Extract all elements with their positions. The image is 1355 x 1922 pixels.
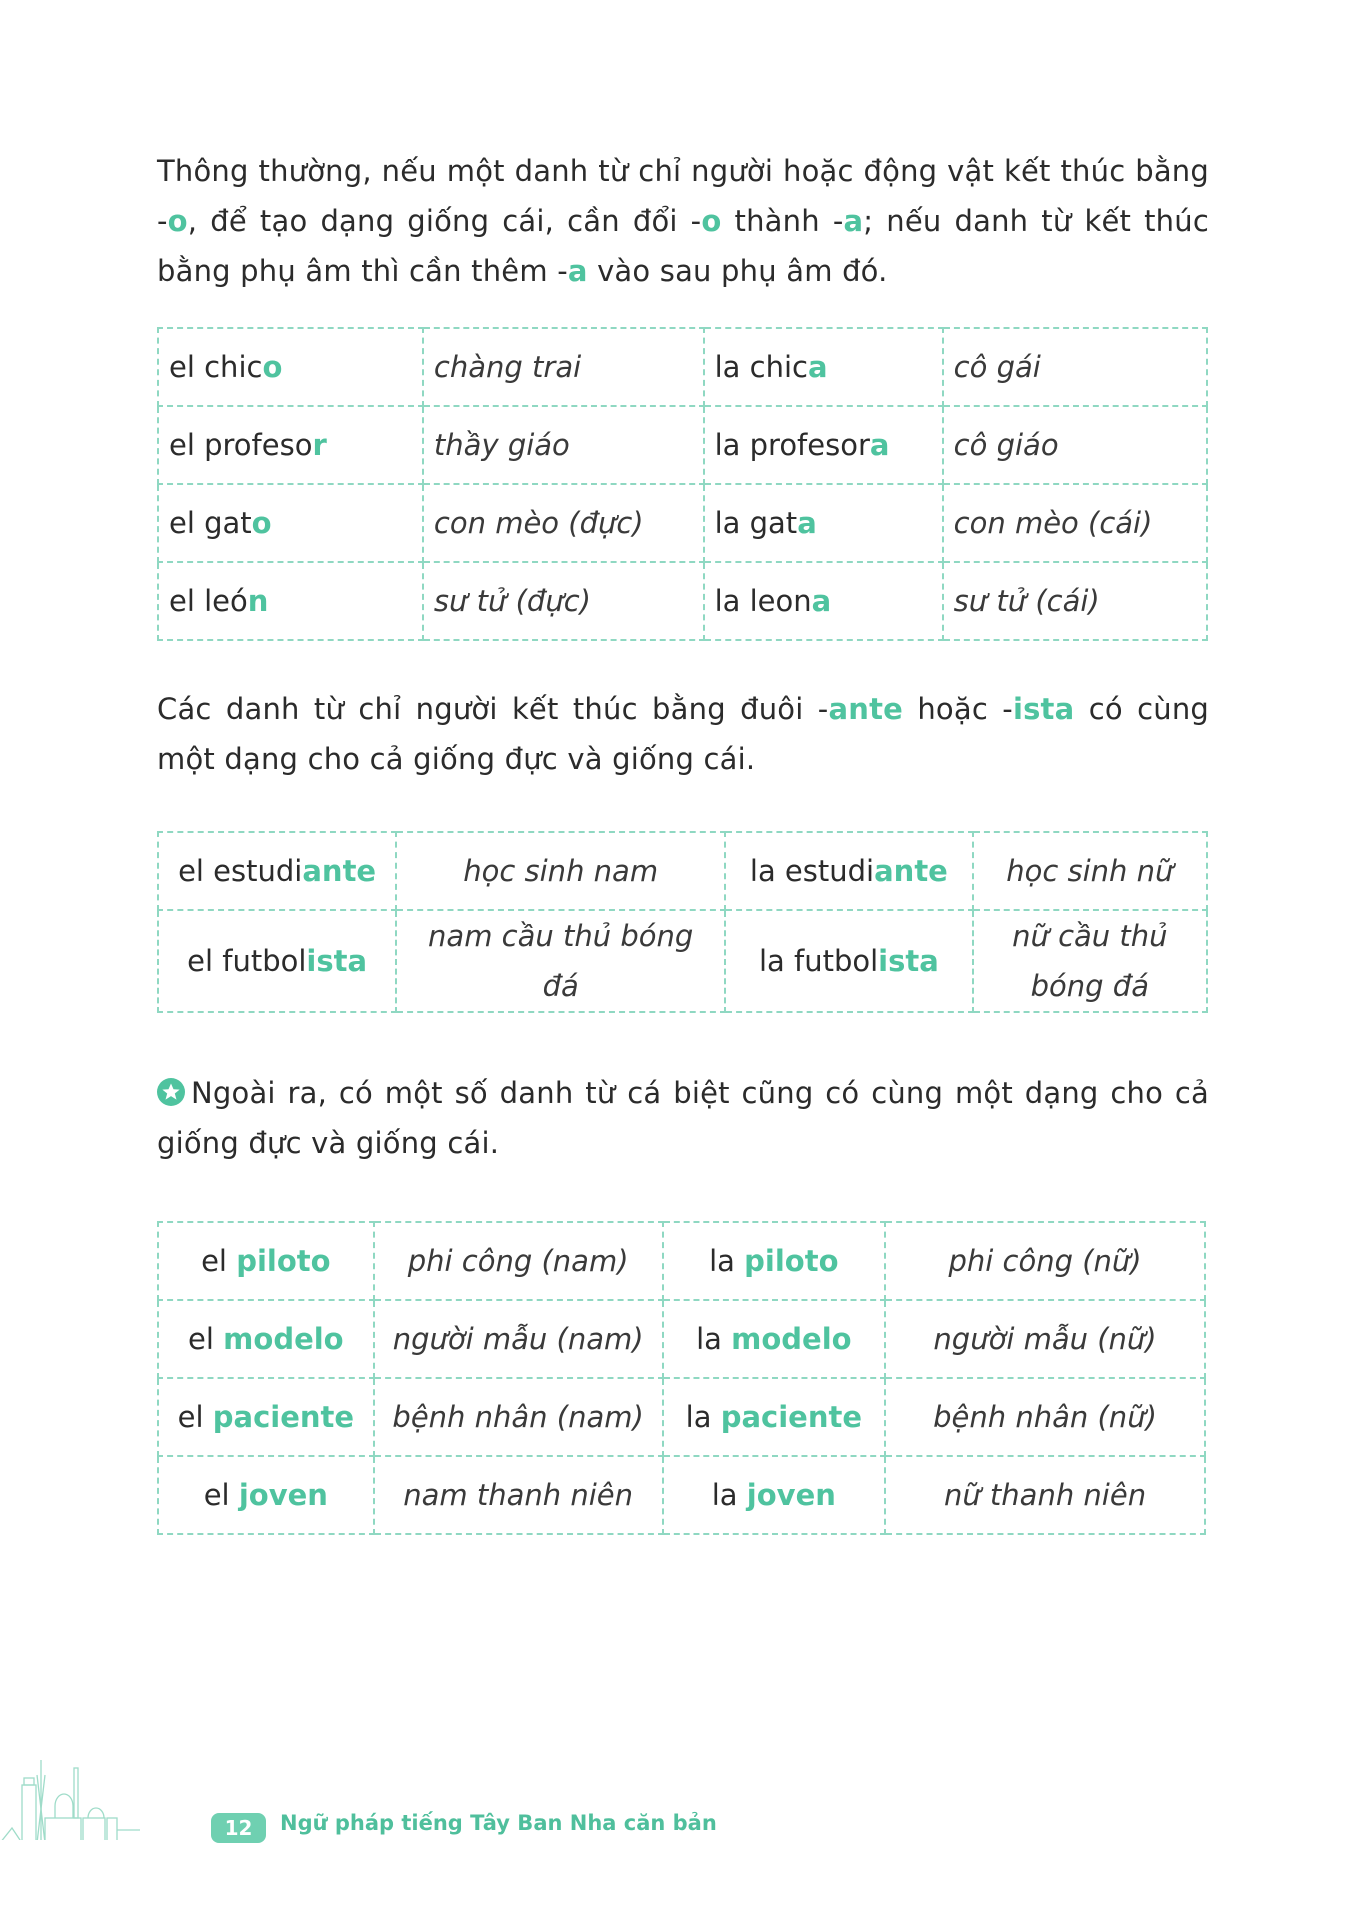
vietnamese-meaning: sư tử (đực) [423, 562, 704, 640]
noun-stem: la gat [714, 506, 798, 540]
noun-stem: el profeso [169, 428, 313, 462]
spanish-noun [158, 406, 423, 484]
vietnamese-meaning: người mẫu (nữ) [885, 1300, 1205, 1378]
highlighted-ending: joven [746, 1478, 836, 1512]
noun-stem: la chic [714, 350, 808, 384]
paragraph-text: hoặc - [903, 692, 1013, 726]
highlighted-ending: modelo [223, 1322, 344, 1356]
table-row [158, 406, 1207, 484]
table-row [158, 910, 1207, 1012]
spanish-noun [725, 910, 972, 1012]
paragraph-text: có cùng một dạng cho cả giống đực và giống cái. [157, 692, 1210, 776]
paragraph-text: Các danh từ chỉ người kết thúc bằng đuôi - [157, 692, 829, 726]
spanish-noun [158, 1300, 374, 1378]
vietnamese-meaning: chàng trai [423, 328, 704, 406]
gender-o-a-table [157, 327, 1208, 641]
vietnamese-meaning: nam cầu thủ bóng đá [396, 910, 725, 1012]
vietnamese-meaning: học sinh nữ [973, 832, 1207, 910]
spanish-noun [663, 1456, 885, 1534]
intro-paragraph [157, 146, 1209, 296]
noun-stem: el [201, 1244, 237, 1278]
paragraph-text: vào sau phụ âm đó. [587, 254, 888, 288]
vietnamese-meaning: người mẫu (nam) [374, 1300, 663, 1378]
ante-ista-paragraph [157, 684, 1209, 784]
noun-stem: el leó [169, 584, 248, 618]
paragraph-text: thành - [721, 204, 844, 238]
table-row [158, 832, 1207, 910]
highlighted-ending: a [807, 350, 828, 384]
highlighted-ending: a [843, 204, 864, 238]
noun-stem: el [203, 1478, 239, 1512]
vietnamese-meaning: nữ cầu thủ bóng đá [973, 910, 1207, 1012]
highlighted-ending: paciente [720, 1400, 862, 1434]
spanish-noun [158, 1378, 374, 1456]
highlighted-ending: a [797, 506, 817, 540]
highlighted-ending: o [167, 204, 188, 238]
highlighted-ending: ista [1012, 692, 1075, 726]
spanish-noun [704, 562, 943, 640]
noun-stem: el [188, 1322, 224, 1356]
highlighted-ending: o [701, 204, 722, 238]
noun-stem: el chic [169, 350, 263, 384]
highlighted-ending: ante [302, 854, 377, 888]
vietnamese-meaning: bệnh nhân (nam) [374, 1378, 663, 1456]
highlighted-ending: ista [878, 944, 939, 978]
vietnamese-meaning: cô giáo [943, 406, 1207, 484]
paragraph-text: Ngoài ra, có một số danh từ cá biệt cũng có cùng một dạng cho cả giống đực và giống cái. [157, 1076, 1209, 1160]
table-row [158, 562, 1207, 640]
highlighted-ending: piloto [744, 1244, 839, 1278]
star-icon [157, 1078, 185, 1106]
spanish-noun [663, 1378, 885, 1456]
common-gender-table [157, 1221, 1206, 1535]
table-row [158, 328, 1207, 406]
vietnamese-meaning: thầy giáo [423, 406, 704, 484]
vietnamese-meaning: con mèo (đực) [423, 484, 704, 562]
noun-stem: la profesor [714, 428, 870, 462]
highlighted-ending: ista [306, 944, 368, 978]
table-row [158, 1456, 1205, 1534]
spanish-noun [663, 1222, 885, 1300]
spanish-noun [704, 484, 943, 562]
paragraph-text: Thông thường, nếu một danh từ chỉ người hoặc động vật kết thúc bằng - [157, 154, 1209, 238]
vietnamese-meaning: nữ thanh niên [885, 1456, 1205, 1534]
page-number-badge: 12 [211, 1813, 266, 1843]
vietnamese-meaning: phi công (nam) [374, 1222, 663, 1300]
noun-stem: la estudi [749, 854, 875, 888]
highlighted-ending: joven [238, 1478, 328, 1512]
spanish-noun [158, 562, 423, 640]
spanish-noun [158, 328, 423, 406]
highlighted-ending: a [869, 428, 890, 462]
vietnamese-meaning: bệnh nhân (nữ) [885, 1378, 1205, 1456]
noun-stem: el estudi [178, 854, 303, 888]
spanish-noun [158, 484, 423, 562]
noun-stem: la [711, 1478, 747, 1512]
spanish-noun [158, 832, 396, 910]
noun-stem: la [685, 1400, 721, 1434]
noun-stem: la futbol [758, 944, 879, 978]
paragraph-text: ; nếu danh từ kết thúc bằng phụ âm thì cần thêm - [157, 204, 1209, 288]
noun-stem: el [177, 1400, 213, 1434]
spanish-noun [158, 910, 396, 1012]
spanish-noun [158, 1222, 374, 1300]
spanish-noun [704, 406, 943, 484]
noun-stem: el futbol [187, 944, 307, 978]
highlighted-ending: r [312, 428, 327, 462]
spanish-noun [663, 1300, 885, 1378]
highlighted-ending: ante [874, 854, 948, 888]
highlighted-ending: n [247, 584, 269, 618]
spanish-noun [725, 832, 972, 910]
highlighted-ending: a [811, 584, 832, 618]
vietnamese-meaning: nam thanh niên [374, 1456, 663, 1534]
paragraph-text: , để tạo dạng giống cái, cần đổi - [187, 204, 702, 238]
book-title: Ngữ pháp tiếng Tây Ban Nha căn bản [280, 1811, 717, 1835]
vietnamese-meaning: học sinh nam [396, 832, 725, 910]
highlighted-ending: o [262, 350, 283, 384]
vietnamese-meaning: sư tử (cái) [943, 562, 1207, 640]
highlighted-ending: o [251, 506, 272, 540]
highlighted-ending: paciente [212, 1400, 355, 1434]
vietnamese-meaning: phi công (nữ) [885, 1222, 1205, 1300]
spanish-noun [158, 1456, 374, 1534]
table-row [158, 1300, 1205, 1378]
ante-ista-table [157, 831, 1208, 1013]
table-row [158, 484, 1207, 562]
table-row [158, 1378, 1205, 1456]
noun-stem: la leon [714, 584, 812, 618]
highlighted-ending: modelo [731, 1322, 852, 1356]
highlighted-ending: piloto [236, 1244, 331, 1278]
vietnamese-meaning: con mèo (cái) [943, 484, 1207, 562]
vietnamese-meaning: cô gái [943, 328, 1207, 406]
highlighted-ending: ante [828, 692, 904, 726]
highlighted-ending: a [567, 254, 588, 288]
note-paragraph [157, 1068, 1209, 1168]
noun-stem: el gat [169, 506, 252, 540]
table-row [158, 1222, 1205, 1300]
spanish-noun [704, 328, 943, 406]
noun-stem: la [696, 1322, 732, 1356]
noun-stem: la [709, 1244, 745, 1278]
